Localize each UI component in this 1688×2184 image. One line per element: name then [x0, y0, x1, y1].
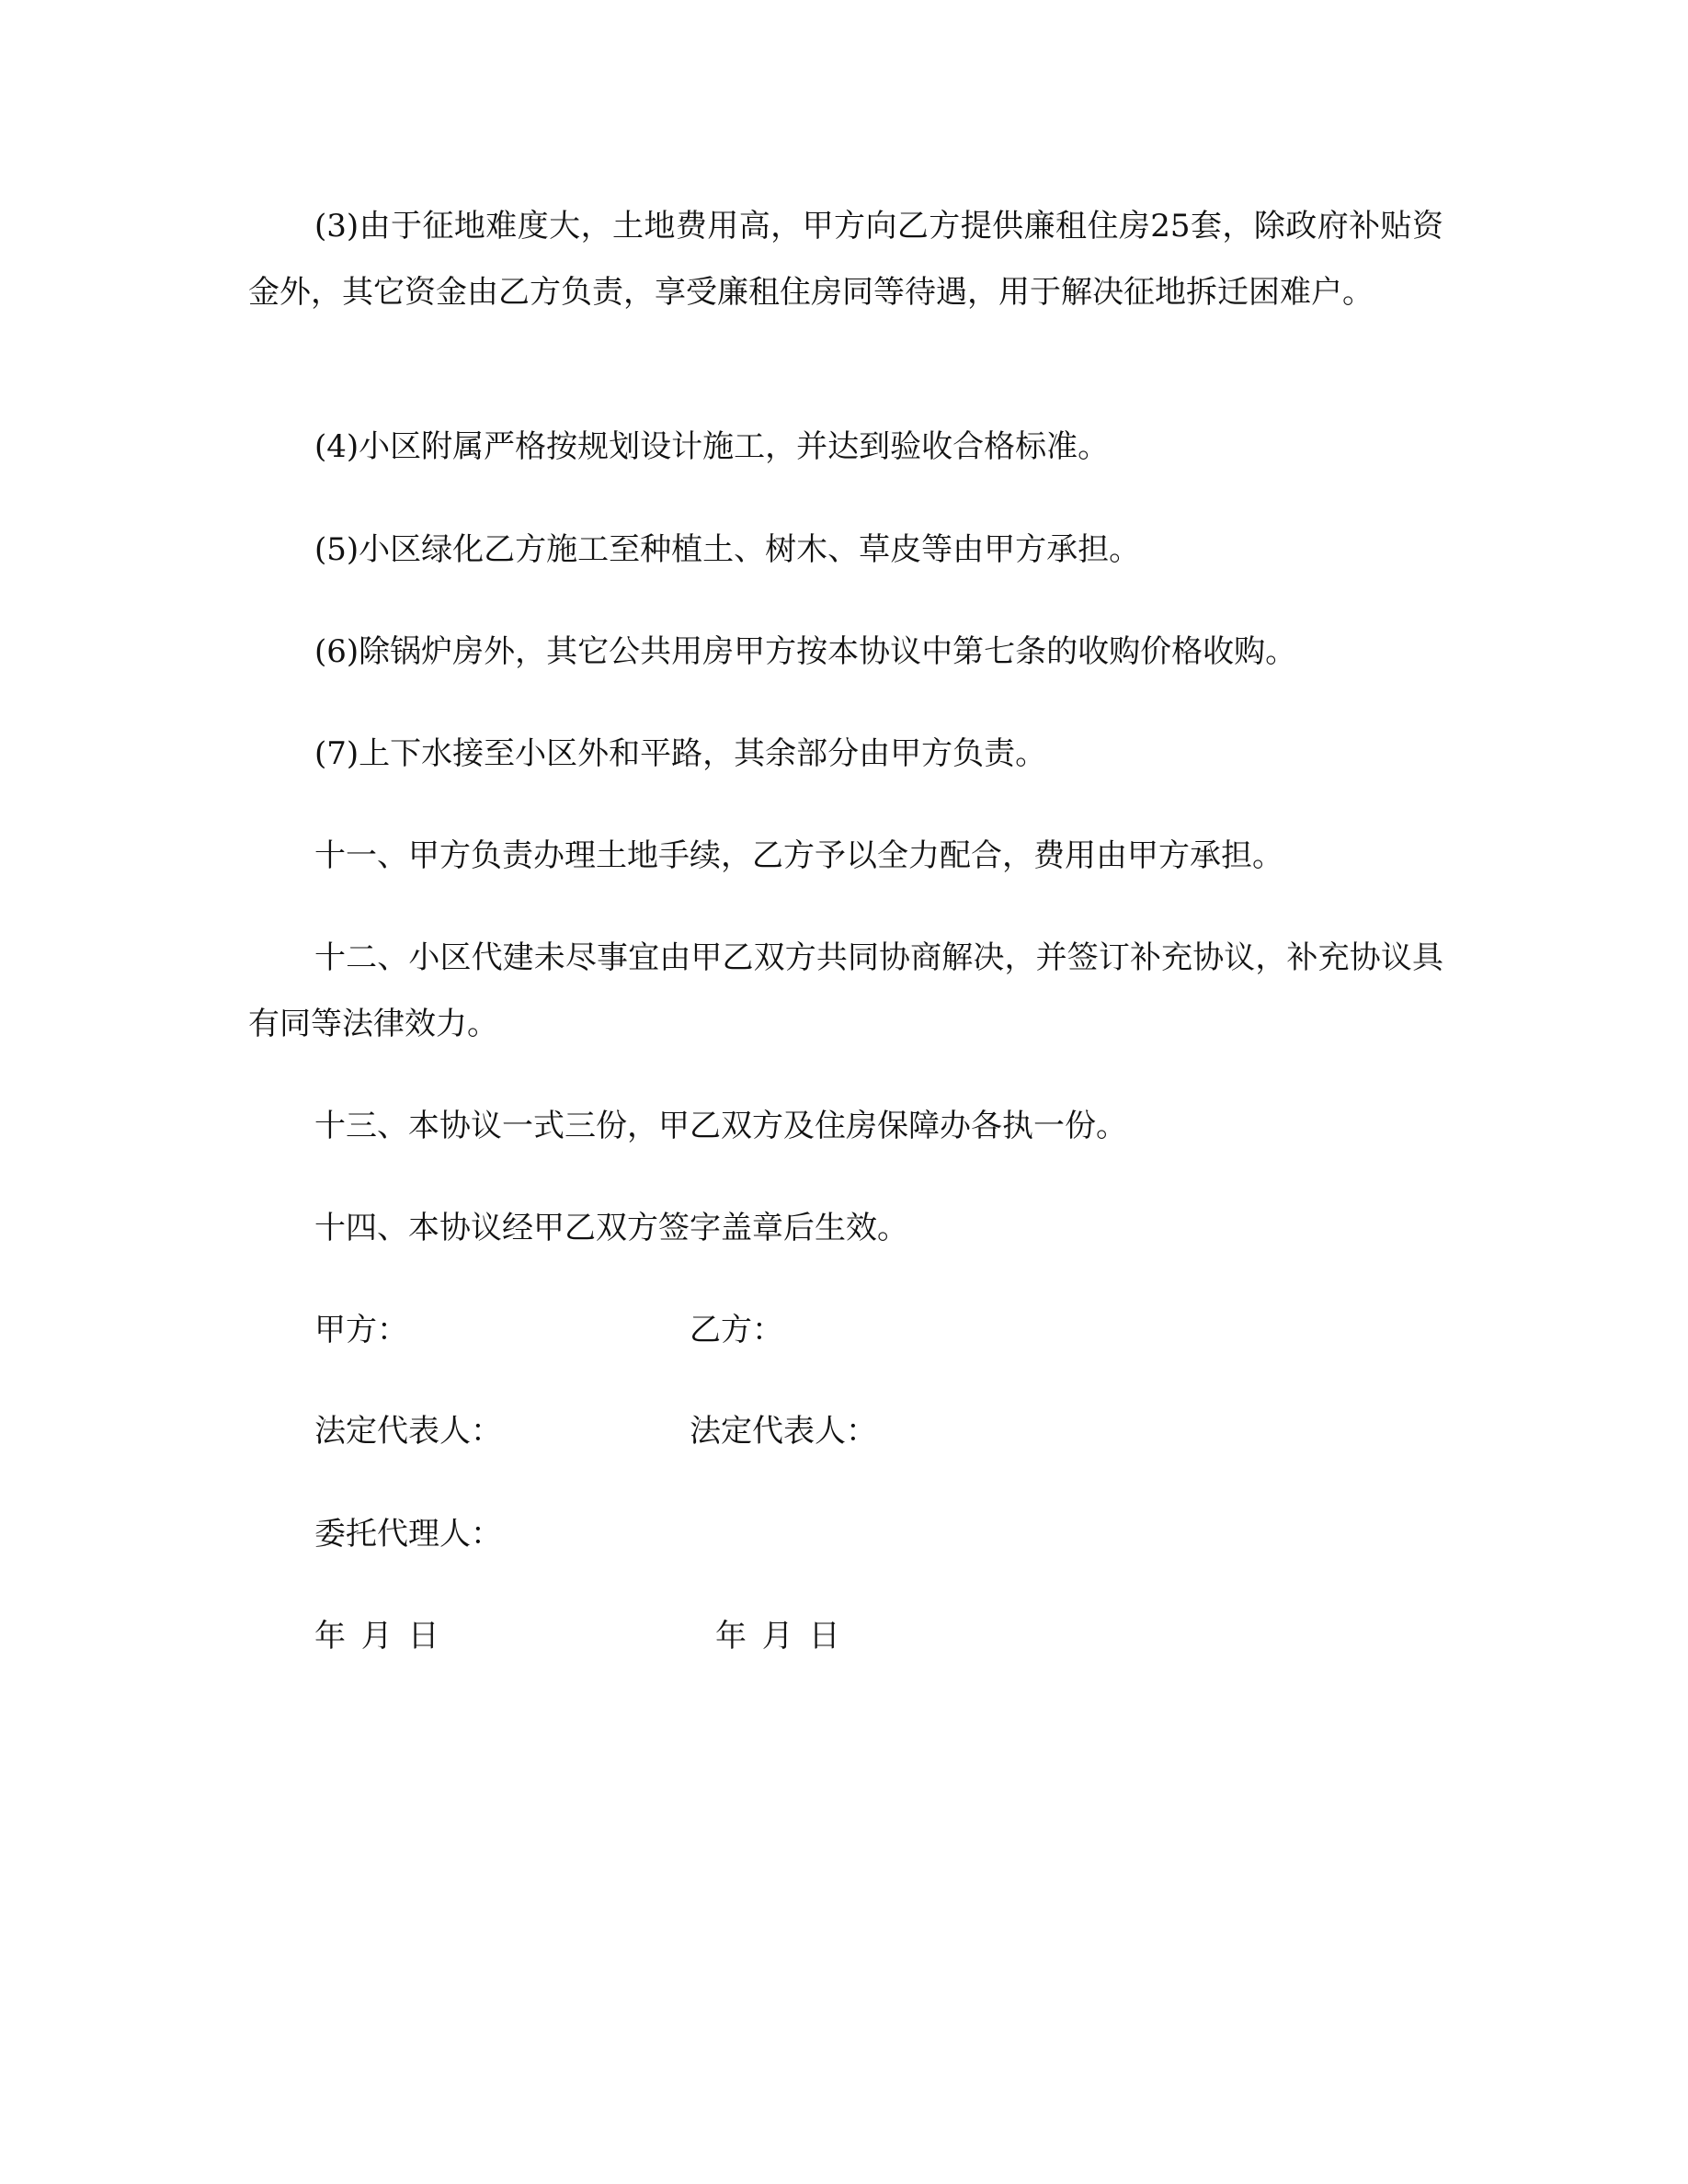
clause-4: (4)小区附属严格按规划设计施工，并达到验收合格标准。 — [314, 428, 1110, 465]
article-13: 十三、本协议一式三份，甲乙双方及住房保障办各执一份。 — [314, 1108, 1127, 1144]
article-11: 十一、甲方负责办理土地手续，乙方予以全力配合，费用由甲方承担。 — [314, 837, 1283, 874]
party-a-agent-label: 委托代理人： — [314, 1516, 502, 1553]
party-a-label: 甲方： — [314, 1312, 408, 1348]
article-12: 十二、小区代建未尽事宜由甲乙双方共同协商解决，并签订补充协议，补充协议具有同等法律效力。 — [248, 939, 1443, 1042]
party-b-label: 乙方： — [690, 1312, 783, 1348]
clause-7: (7)上下水接至小区外和平路，其余部分由甲方负责。 — [314, 735, 1047, 772]
party-a-date: 年 月 日 — [314, 1618, 439, 1655]
clause-6: (6)除锅炉房外，其它公共用房甲方按本协议中第七条的收购价格收购。 — [314, 633, 1297, 670]
article-14: 十四、本协议经甲乙双方签字盖章后生效。 — [314, 1210, 908, 1246]
party-b-date: 年 月 日 — [715, 1618, 840, 1655]
party-b-representative-label: 法定代表人： — [690, 1413, 877, 1450]
party-a-representative-label: 法定代表人： — [314, 1413, 502, 1450]
clause-5: (5)小区绿化乙方施工至种植土、树木、草皮等由甲方承担。 — [314, 531, 1141, 568]
clause-3: (3)由于征地难度大，土地费用高，甲方向乙方提供廉租住房25套，除政府补贴资金外，其它资金由乙方负责，享受廉租住房同等待遇，用于解决征地拆迁困难户。 — [248, 208, 1443, 311]
